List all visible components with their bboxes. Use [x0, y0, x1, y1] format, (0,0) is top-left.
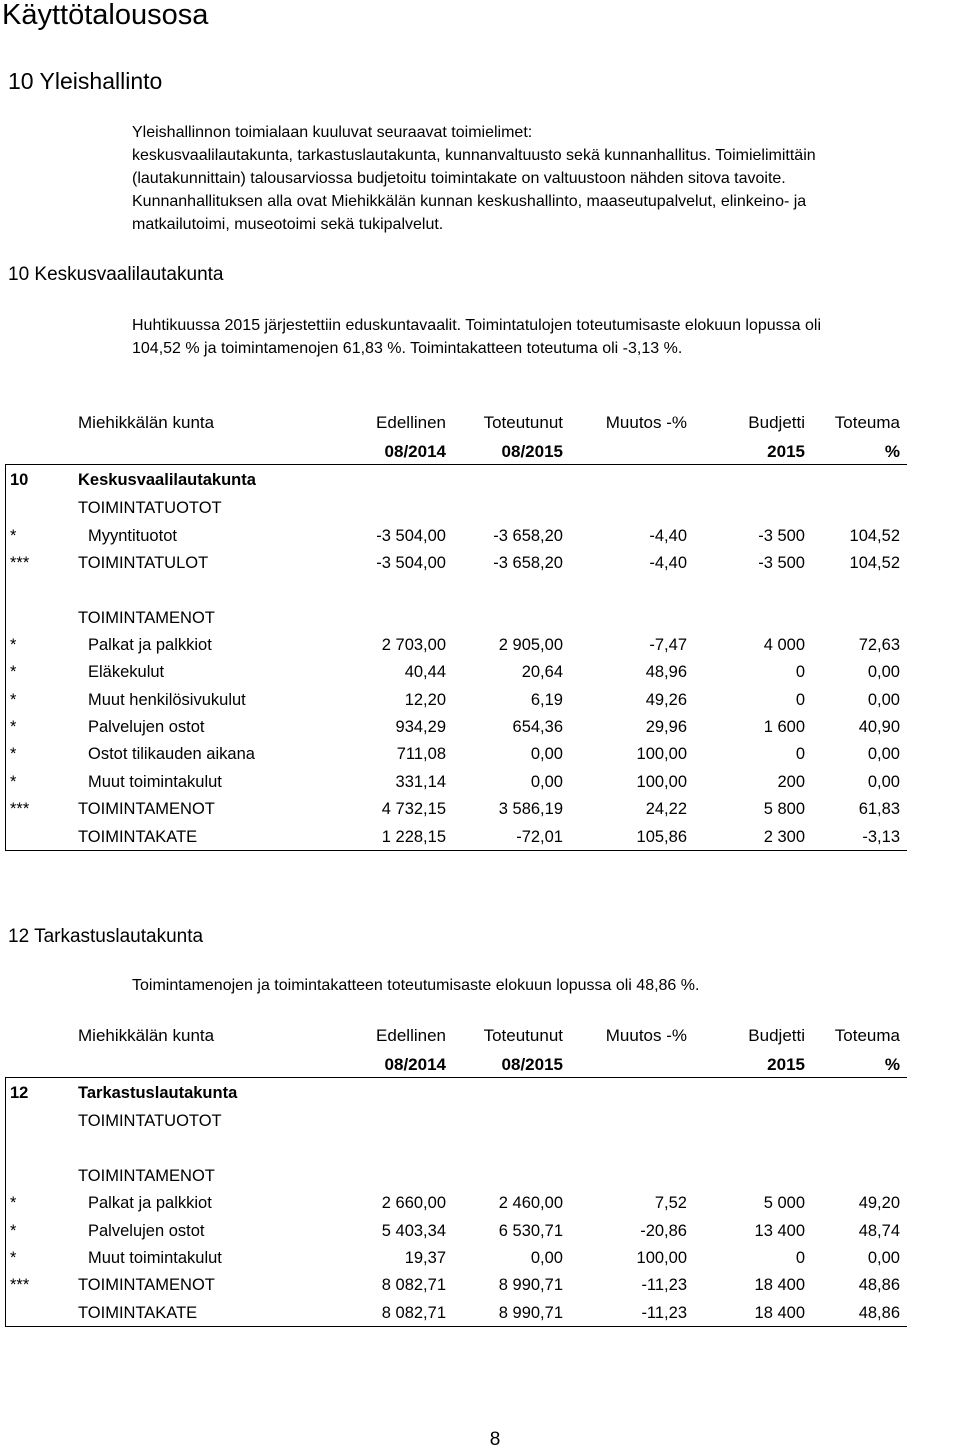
row-value: 49,26 — [645, 691, 687, 709]
row-value: 0,00 — [530, 773, 563, 791]
unit-row — [0, 1080, 960, 1107]
row-value: 18 400 — [754, 1276, 805, 1294]
row-value: 8 082,71 — [381, 1276, 446, 1294]
row-name: TOIMINTAKATE — [78, 1304, 198, 1322]
header-col5-sub: % — [884, 1055, 900, 1074]
row-name: Muut toimintakulut — [88, 773, 222, 791]
header-col1-sub: 08/2014 — [384, 1055, 446, 1074]
row-value: 100,00 — [636, 745, 687, 763]
header-col3: Muutos -% — [605, 413, 687, 432]
row-value: 20,64 — [521, 663, 563, 681]
section-heading-tarkastuslautakunta: 12 Tarkastuslautakunta — [8, 926, 204, 947]
row-name: Ostot tilikauden aikana — [88, 745, 255, 763]
row-value: 3 586,19 — [498, 800, 563, 818]
group-row — [0, 1163, 960, 1190]
subsection-line: 104,52 % ja toimintamenojen 61,83 %. Toimintakatteen toteutuma oli -3,13 %. — [132, 340, 683, 357]
row-value: -3 658,20 — [493, 554, 563, 572]
row-value: 48,74 — [858, 1222, 900, 1240]
group-row — [0, 495, 960, 522]
group-row — [0, 1108, 960, 1135]
table-header-subrow — [0, 1051, 960, 1078]
table-row — [0, 659, 960, 686]
row-value: 0,00 — [867, 773, 900, 791]
header-col4: Budjetti — [748, 1026, 805, 1045]
row-mark: * — [10, 773, 17, 791]
table-bottom-border — [5, 850, 907, 851]
row-value: 0 — [795, 691, 805, 709]
row-value: 0 — [795, 663, 805, 681]
row-value: -11,23 — [641, 1276, 687, 1294]
unit-row — [0, 467, 960, 494]
header-col1-sub: 08/2014 — [384, 442, 446, 461]
row-mark: * — [10, 718, 17, 736]
row-name: Muut toimintakulut — [88, 1249, 222, 1267]
table-left-border — [5, 1077, 6, 1327]
row-value: 2 460,00 — [498, 1194, 563, 1212]
row-name: Myyntituotot — [88, 527, 177, 545]
row-value: 6 530,71 — [498, 1222, 563, 1240]
header-col1: Edellinen — [376, 413, 446, 432]
table-row-margin — [0, 1300, 960, 1327]
unit-name: Keskusvaalilautakunta — [78, 471, 256, 489]
table-row-total — [0, 1272, 960, 1299]
row-value: -7,47 — [649, 636, 687, 654]
row-value: 104,52 — [849, 554, 900, 572]
row-value: 100,00 — [636, 1249, 687, 1267]
row-value: -3 500 — [758, 527, 805, 545]
row-value: 711,08 — [396, 745, 446, 763]
unit-code: 12 — [10, 1084, 29, 1102]
row-value: 934,29 — [395, 718, 446, 736]
row-value: -3 500 — [758, 554, 805, 572]
row-value: 0,00 — [530, 745, 563, 763]
header-col5: Toteuma — [834, 1026, 900, 1045]
table-row-total — [0, 550, 960, 577]
row-value: 18 400 — [754, 1304, 805, 1322]
table-row — [0, 741, 960, 768]
table-row — [0, 1190, 960, 1217]
header-col4-sub: 2015 — [767, 442, 805, 461]
row-value: 2 300 — [763, 828, 805, 846]
row-value: 5 800 — [763, 800, 805, 818]
table-row-total — [0, 796, 960, 823]
row-value: 0 — [795, 1249, 805, 1267]
row-value: -4,40 — [649, 554, 687, 572]
row-value: -11,23 — [641, 1304, 687, 1322]
table-row — [0, 632, 960, 659]
row-mark: * — [10, 1222, 17, 1240]
row-value: 0,00 — [867, 663, 900, 681]
header-col2-sub: 08/2015 — [501, 442, 563, 461]
row-value: -3 504,00 — [376, 527, 446, 545]
row-mark: * — [10, 663, 17, 681]
intro-line: Kunnanhallituksen alla ovat Miehikkälän kunnan keskushallinto, maaseutupalvelut, elinkeino- ja — [132, 193, 807, 210]
row-value: 105,86 — [636, 828, 687, 846]
row-value: 0,00 — [867, 745, 900, 763]
row-value: -20,86 — [640, 1222, 687, 1240]
row-value: 72,63 — [858, 636, 900, 654]
row-name: Palvelujen ostot — [88, 1222, 205, 1240]
row-name: Palkat ja palkkiot — [88, 636, 212, 654]
row-name: Muut henkilösivukulut — [88, 691, 246, 709]
row-mark: * — [10, 691, 17, 709]
table-left-border — [5, 464, 6, 851]
header-col2: Toteutunut — [483, 413, 563, 432]
row-value: 7,52 — [654, 1194, 687, 1212]
row-mark: * — [10, 1194, 17, 1212]
table-row — [0, 1245, 960, 1272]
row-value: 0,00 — [867, 691, 900, 709]
group-label-income: TOIMINTATUOTOT — [78, 1112, 222, 1130]
row-value: 48,86 — [858, 1276, 900, 1294]
row-value: 40,90 — [858, 718, 900, 736]
row-value: 331,14 — [395, 773, 446, 791]
table-row — [0, 523, 960, 550]
row-value: 19,37 — [404, 1249, 446, 1267]
row-value: -3 658,20 — [493, 527, 563, 545]
header-col4: Budjetti — [748, 413, 805, 432]
table-header-row — [0, 409, 960, 436]
header-col1: Edellinen — [376, 1026, 446, 1045]
row-name: Palkat ja palkkiot — [88, 1194, 212, 1212]
row-name: TOIMINTATULOT — [78, 554, 209, 572]
table-row — [0, 1218, 960, 1245]
row-value: 13 400 — [754, 1222, 805, 1240]
group-label-expense: TOIMINTAMENOT — [78, 1167, 215, 1185]
group-label-income: TOIMINTATUOTOT — [78, 499, 222, 517]
row-value: 1 228,15 — [381, 828, 446, 846]
section-heading-yleishallinto: 10 Yleishallinto — [8, 68, 163, 94]
unit-name: Tarkastuslautakunta — [78, 1084, 238, 1102]
table-row — [0, 687, 960, 714]
row-value: 100,00 — [636, 773, 687, 791]
header-org: Miehikkälän kunta — [78, 413, 215, 432]
row-name: TOIMINTAKATE — [78, 828, 198, 846]
row-mark: * — [10, 745, 17, 763]
section-12-intro: Toimintamenojen ja toimintakatteen toteutumisaste elokuun lopussa oli 48,86 %. — [132, 977, 700, 994]
row-value: 2 905,00 — [498, 636, 563, 654]
table-row — [0, 769, 960, 796]
row-mark: * — [10, 1249, 17, 1267]
row-value: 24,22 — [645, 800, 687, 818]
row-value: -3,13 — [862, 828, 900, 846]
row-value: -4,40 — [649, 527, 687, 545]
row-value: 8 082,71 — [381, 1304, 446, 1322]
row-value: 0,00 — [867, 1249, 900, 1267]
group-label-expense: TOIMINTAMENOT — [78, 609, 215, 627]
row-value: 5 403,34 — [381, 1222, 446, 1240]
header-col4-sub: 2015 — [767, 1055, 805, 1074]
row-value: 4 000 — [763, 636, 805, 654]
row-name: Palvelujen ostot — [88, 718, 205, 736]
row-mark: *** — [10, 554, 30, 572]
row-value: -3 504,00 — [376, 554, 446, 572]
table-header-row — [0, 1022, 960, 1049]
row-value: 12,20 — [404, 691, 446, 709]
subsection-heading-keskusvaalilautakunta: 10 Keskusvaalilautakunta — [8, 264, 224, 285]
page-title: Käyttötalousosa — [2, 0, 209, 31]
unit-code: 10 — [10, 471, 29, 489]
row-value: 5 000 — [763, 1194, 805, 1212]
row-value: 104,52 — [849, 527, 900, 545]
row-value: 8 990,71 — [498, 1304, 563, 1322]
row-value: 49,20 — [858, 1194, 900, 1212]
row-name: TOIMINTAMENOT — [78, 800, 215, 818]
header-col2-sub: 08/2015 — [501, 1055, 563, 1074]
row-value: 6,19 — [530, 691, 563, 709]
subsection-line: Huhtikuussa 2015 järjestettiin eduskuntavaalit. Toimintatulojen toteutumisaste elokuun lopussa oli — [132, 317, 822, 334]
row-value: 654,36 — [512, 718, 563, 736]
row-value: -72,01 — [516, 828, 563, 846]
table-row — [0, 714, 960, 741]
header-divider — [5, 464, 907, 465]
group-row — [0, 605, 960, 632]
intro-line: Yleishallinnon toimialaan kuuluvat seuraavat toimielimet: — [132, 124, 533, 141]
intro-line: keskusvaalilautakunta, tarkastuslautakunta, kunnanvaltuusto sekä kunnanhallitus. Toimielimittäin — [132, 147, 816, 164]
row-value: 1 600 — [763, 718, 805, 736]
intro-line: (lautakunnittain) talousarviossa budjetoitu toimintakate on valtuustoon nähden sitova tavoite. — [132, 170, 786, 187]
row-name: Eläkekulut — [88, 663, 165, 681]
row-value: 40,44 — [404, 663, 446, 681]
row-value: 0,00 — [530, 1249, 563, 1267]
row-mark: * — [10, 527, 17, 545]
row-value: 200 — [777, 773, 805, 791]
header-col5: Toteuma — [834, 413, 900, 432]
table-header-subrow — [0, 438, 960, 465]
row-value: 4 732,15 — [381, 800, 446, 818]
row-mark: *** — [10, 1276, 30, 1294]
header-col2: Toteutunut — [483, 1026, 563, 1045]
header-col5-sub: % — [884, 442, 900, 461]
row-value: 8 990,71 — [498, 1276, 563, 1294]
row-value: 48,86 — [858, 1304, 900, 1322]
row-value: 2 660,00 — [381, 1194, 446, 1212]
row-mark: *** — [10, 800, 30, 818]
header-col3: Muutos -% — [605, 1026, 687, 1045]
row-value: 0 — [795, 745, 805, 763]
row-value: 29,96 — [645, 718, 687, 736]
header-divider — [5, 1077, 907, 1078]
row-value: 48,96 — [645, 663, 687, 681]
table-row-margin — [0, 824, 960, 851]
table-bottom-border — [5, 1326, 907, 1327]
header-org: Miehikkälän kunta — [78, 1026, 215, 1045]
row-value: 61,83 — [858, 800, 900, 818]
row-mark: * — [10, 636, 17, 654]
intro-line: matkailutoimi, museotoimi sekä tukipalvelut. — [132, 216, 444, 233]
page-number: 8 — [489, 1429, 501, 1450]
row-value: 2 703,00 — [381, 636, 446, 654]
row-name: TOIMINTAMENOT — [78, 1276, 215, 1294]
